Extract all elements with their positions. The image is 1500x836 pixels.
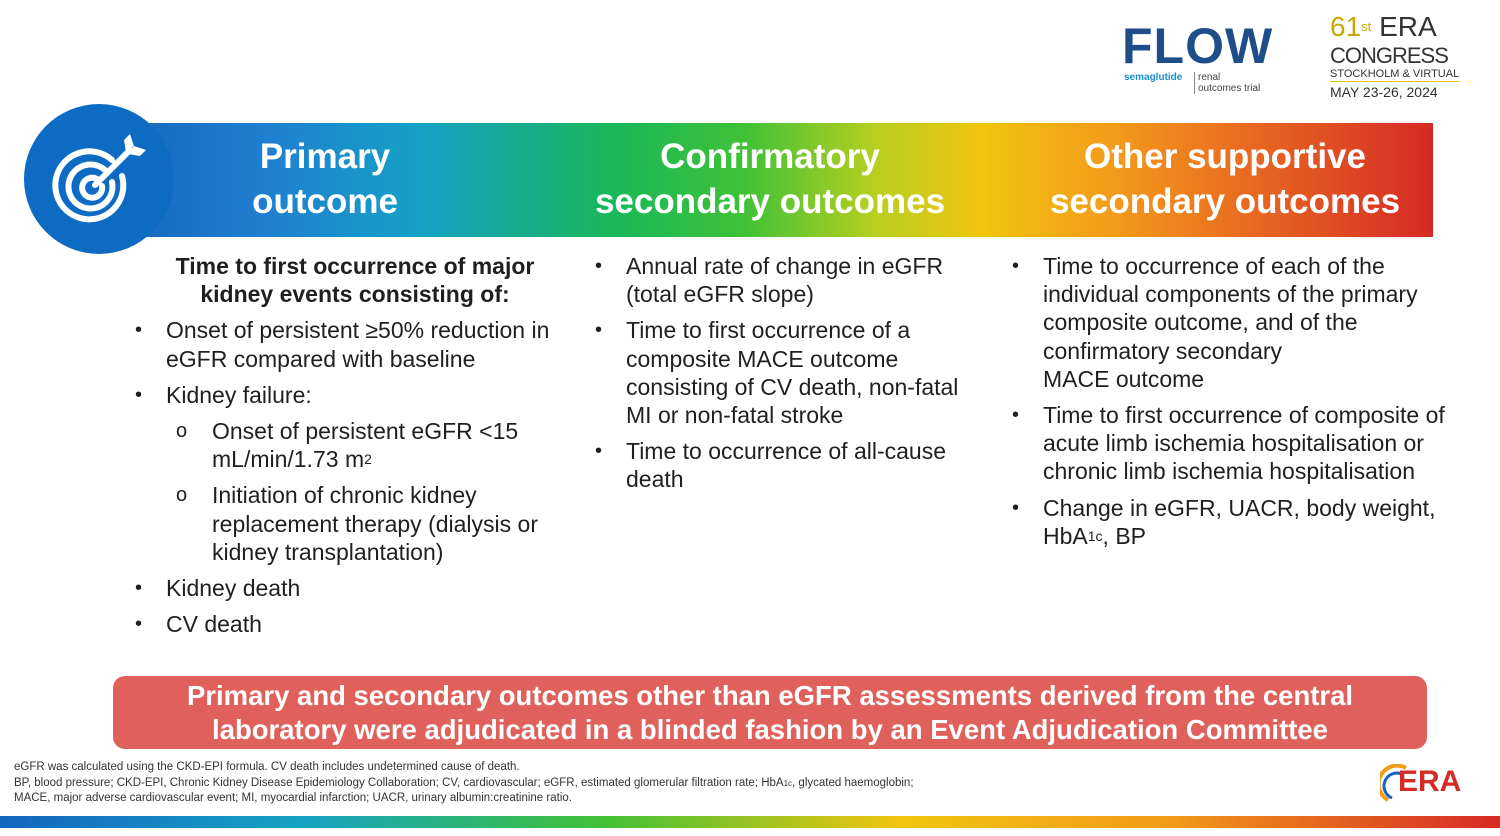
confirmatory-item-mace: • Time to first occurrence of a composite MACE outcome consisting of CV death, non-fatal MI or non-fatal stroke — [595, 316, 965, 429]
supportive-item-changes: • Change in eGFR, UACR, body weight, HbA1c, BP — [1012, 494, 1452, 550]
congress-era: ERA — [1379, 11, 1437, 42]
header-primary-outcome: Primary outcome — [252, 137, 398, 221]
congress-location: STOCKHOLM & VIRTUAL — [1330, 68, 1460, 80]
primary-item-egfr-reduction: • Onset of persistent ≥50% reduction in eGFR compared with baseline — [135, 316, 575, 372]
header-confirmatory-outcomes: Confirmatory secondary outcomes — [594, 137, 946, 221]
primary-sub-egfr-below-15: o Onset of persistent eGFR <15 mL/min/1.73 $m^2$ — [166, 417, 575, 473]
flow-trial-logo — [1120, 20, 1280, 100]
footnote-line-1: eGFR was calculated using the CKD-EPI formula. CV death includes undetermined cause of death. — [14, 761, 520, 773]
flow-logo-tagline: renal outcomes trial — [1194, 72, 1260, 94]
primary-item-kidney-failure: • Kidney failure: o Onset of persistent eGFR <15 mL/min/1.73 $m^2$ o Initiation of chronic kidney replacement therapy (dialysis or kidney transplantation) — [135, 381, 575, 566]
supportive-item-components: • Time to occurrence of each of the individual components of the primary composite outcome, and of the confirmatory secondary MACE outcome — [1012, 252, 1452, 393]
congress-number: 61 — [1330, 11, 1362, 42]
footnotes — [14, 760, 1114, 807]
footnote-line-3: MACE, major adverse cardiovascular event; MI, myocardial infarction; UACR, urinary albumin:creatinine ratio. — [14, 792, 572, 804]
target-arrow-icon — [50, 130, 150, 230]
bottom-gradient-bar — [0, 816, 1500, 828]
primary-item-cv-death: • CV death — [135, 610, 575, 638]
adjudication-banner: Primary and secondary outcomes other than eGFR assessments derived from the central laboratory were adjudicated in a blinded fashion by an Event Adjudication Committee — [113, 676, 1427, 749]
primary-lead: Time to first occurrence of major kidney events consisting of: — [175, 253, 535, 308]
flow-logo-semaglutide: semaglutide — [1124, 72, 1183, 83]
confirmatory-item-egfr-slope: • Annual rate of change in eGFR (total eGFR slope) — [595, 252, 965, 308]
era-footer-logo-text: ERA — [1398, 765, 1462, 798]
supportive-outcomes-column — [1012, 252, 1452, 558]
era-footer-logo — [1380, 764, 1470, 808]
era-congress-logo: 61st ERA CONGRESS STOCKHOLM & VIRTUAL MAY 23-26, 2024 — [1330, 11, 1460, 100]
primary-sub-replacement-therapy: o Initiation of chronic kidney replacement therapy (dialysis or kidney transplantation) — [166, 481, 575, 566]
supportive-item-limb-ischemia: • Time to first occurrence of composite of acute limb ischemia hospitalisation or chronic limb ischemia hospitalisation — [1012, 401, 1452, 486]
primary-outcome-column — [135, 252, 575, 646]
congress-dates: MAY 23-26, 2024 — [1330, 84, 1438, 100]
footnote-line-2: BP, blood pressure; CKD-EPI, Chronic Kidney Disease Epidemiology Collaboration; CV, cardiovascular; eGFR, estimated glomerular filtration rate; HbA1c, glycated haemoglobin; — [14, 776, 914, 789]
target-badge — [24, 104, 174, 254]
confirmatory-item-all-cause-death: • Time to occurrence of all-cause death — [595, 437, 965, 493]
primary-item-kidney-death: • Kidney death — [135, 574, 575, 602]
confirmatory-outcomes-column — [595, 252, 965, 502]
flow-logo-word: FLOW — [1122, 18, 1274, 74]
header-supportive-outcomes: Other supportive secondary outcomes — [1049, 137, 1401, 221]
congress-word: CONGRESS — [1330, 43, 1448, 68]
